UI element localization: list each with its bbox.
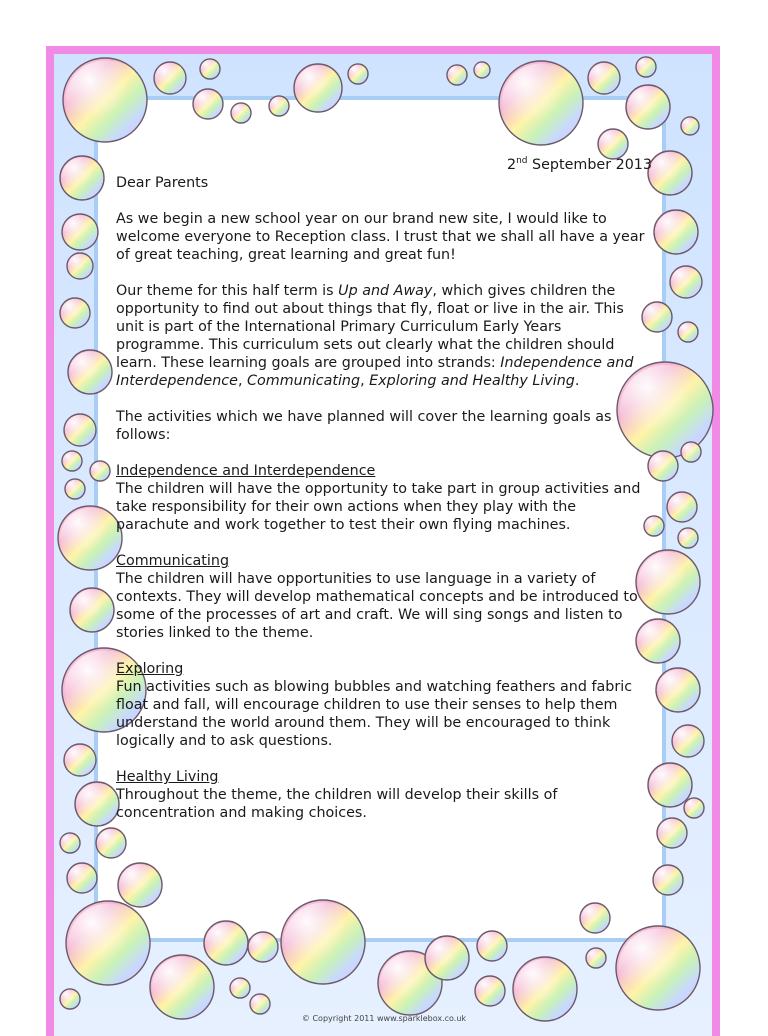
- bubble-shine: [71, 589, 112, 630]
- bubble-shine: [61, 299, 89, 327]
- section-body: Fun activities such as blowing bubbles and watching feathers and fabric float and fall, will encourage children to use their senses to help them understand the world around them. They will be encouraged to think logically and to ask questions.: [116, 679, 633, 749]
- bubble-shine: [637, 58, 656, 77]
- bubble-shine: [673, 726, 703, 756]
- bubble-shine: [231, 979, 250, 998]
- bubble-shine: [76, 783, 117, 824]
- bubble-shine: [679, 323, 698, 342]
- bubble-shine: [155, 63, 185, 93]
- activities-intro: The activities which we have planned will cover the learning goals as follows:: [116, 409, 612, 443]
- bubble-shine: [668, 493, 696, 521]
- bubble-shine: [426, 937, 467, 978]
- bubble-shine: [61, 834, 80, 853]
- bubble-shine: [589, 63, 619, 93]
- section-heading: Communicating: [116, 553, 230, 569]
- bubble-shine: [478, 932, 506, 960]
- bubble-shine: [599, 130, 627, 158]
- section-body: Throughout the theme, the children will develop their skills of concentration and making choices.: [116, 787, 558, 821]
- bubble-shine: [61, 157, 102, 198]
- section-body: The children will have opportunities to use language in a variety of contexts. They will develop mathematical concepts and be introduced to some of the processes of art and craft. We will sing songs and listen to stories linked to the theme.: [116, 571, 638, 641]
- bubble-shine: [91, 462, 110, 481]
- bubble-shine: [61, 990, 80, 1009]
- bubble-shine: [194, 90, 222, 118]
- bubble-shine: [205, 922, 246, 963]
- bubble-shine: [349, 65, 368, 84]
- bubble-shine: [63, 452, 82, 471]
- bubble-shine: [232, 104, 251, 123]
- bubble-shine: [649, 764, 690, 805]
- copyright-footer: © Copyright 2011 www.sparklebox.co.uk: [301, 1014, 467, 1023]
- bubble-shine: [679, 529, 698, 548]
- section-heading: Exploring: [116, 661, 184, 677]
- bubble-shine: [65, 745, 95, 775]
- bubble-shine: [657, 669, 698, 710]
- bubble-shine: [658, 819, 686, 847]
- bubble-shine: [515, 959, 575, 1019]
- bubble-shine: [66, 480, 85, 499]
- bubble-shine: [66, 61, 145, 140]
- bubble-shine: [619, 929, 698, 1008]
- bubble-shine: [474, 62, 489, 77]
- bubble-shine: [69, 351, 110, 392]
- bubble-shine: [97, 829, 125, 857]
- letter-body: [116, 156, 652, 822]
- bubble-shine: [649, 452, 677, 480]
- bubble-shine: [476, 977, 504, 1005]
- theme-paragraph: Our theme for this half term is Up and Away, which gives children the opportunity to find out about things that fly, float or live in the air. This unit is part of the International Primary Curriculum Early Years programme. This curriculum sets out clearly what the children should learn. These learning goals are grouped into strands: Independence and Interdependence, Communicating, Exploring and Healthy Living.: [116, 283, 634, 389]
- bubble-shine: [119, 864, 160, 905]
- bubble-shine: [655, 211, 696, 252]
- bubble-shine: [448, 66, 467, 85]
- bubble-shine: [68, 864, 96, 892]
- bubble-shine: [671, 267, 701, 297]
- section-heading: Healthy Living: [116, 769, 219, 785]
- bubble-shine: [685, 799, 704, 818]
- letter-date: 2nd September 2013: [506, 156, 652, 173]
- bubble-shine: [63, 215, 97, 249]
- intro-paragraph: As we begin a new school year on our brand new site, I would like to welcome everyone to Reception class. I trust that we shall all have a year of great teaching, great learning and great fun!: [116, 211, 645, 263]
- bubble-shine: [682, 118, 699, 135]
- bubble-shine: [649, 152, 690, 193]
- section-heading: Independence and Interdependence: [116, 463, 376, 479]
- bubble-shine: [627, 86, 668, 127]
- section-body: The children will have the opportunity to take part in group activities and take responsibility for their own actions when they play with the parachute and work together to test their own flying machines.: [116, 481, 641, 533]
- bubble-shine: [295, 65, 340, 110]
- bubble-shine: [201, 60, 220, 79]
- bubble-shine: [654, 866, 682, 894]
- salutation: Dear Parents: [116, 175, 209, 191]
- bubble-shine: [284, 903, 363, 982]
- bubble-shine: [581, 904, 609, 932]
- bubble-shine: [152, 957, 212, 1017]
- bubble-shine: [587, 949, 606, 968]
- bubble-shine: [60, 508, 120, 568]
- bubble-shine: [251, 995, 270, 1014]
- bubble-shine: [249, 933, 277, 961]
- bubble-shine: [65, 415, 95, 445]
- bubble-shine: [502, 64, 581, 143]
- bubble-shine: [682, 443, 701, 462]
- bubble-shine: [69, 904, 148, 983]
- bubble-shine: [270, 97, 289, 116]
- bubble-shine: [68, 254, 92, 278]
